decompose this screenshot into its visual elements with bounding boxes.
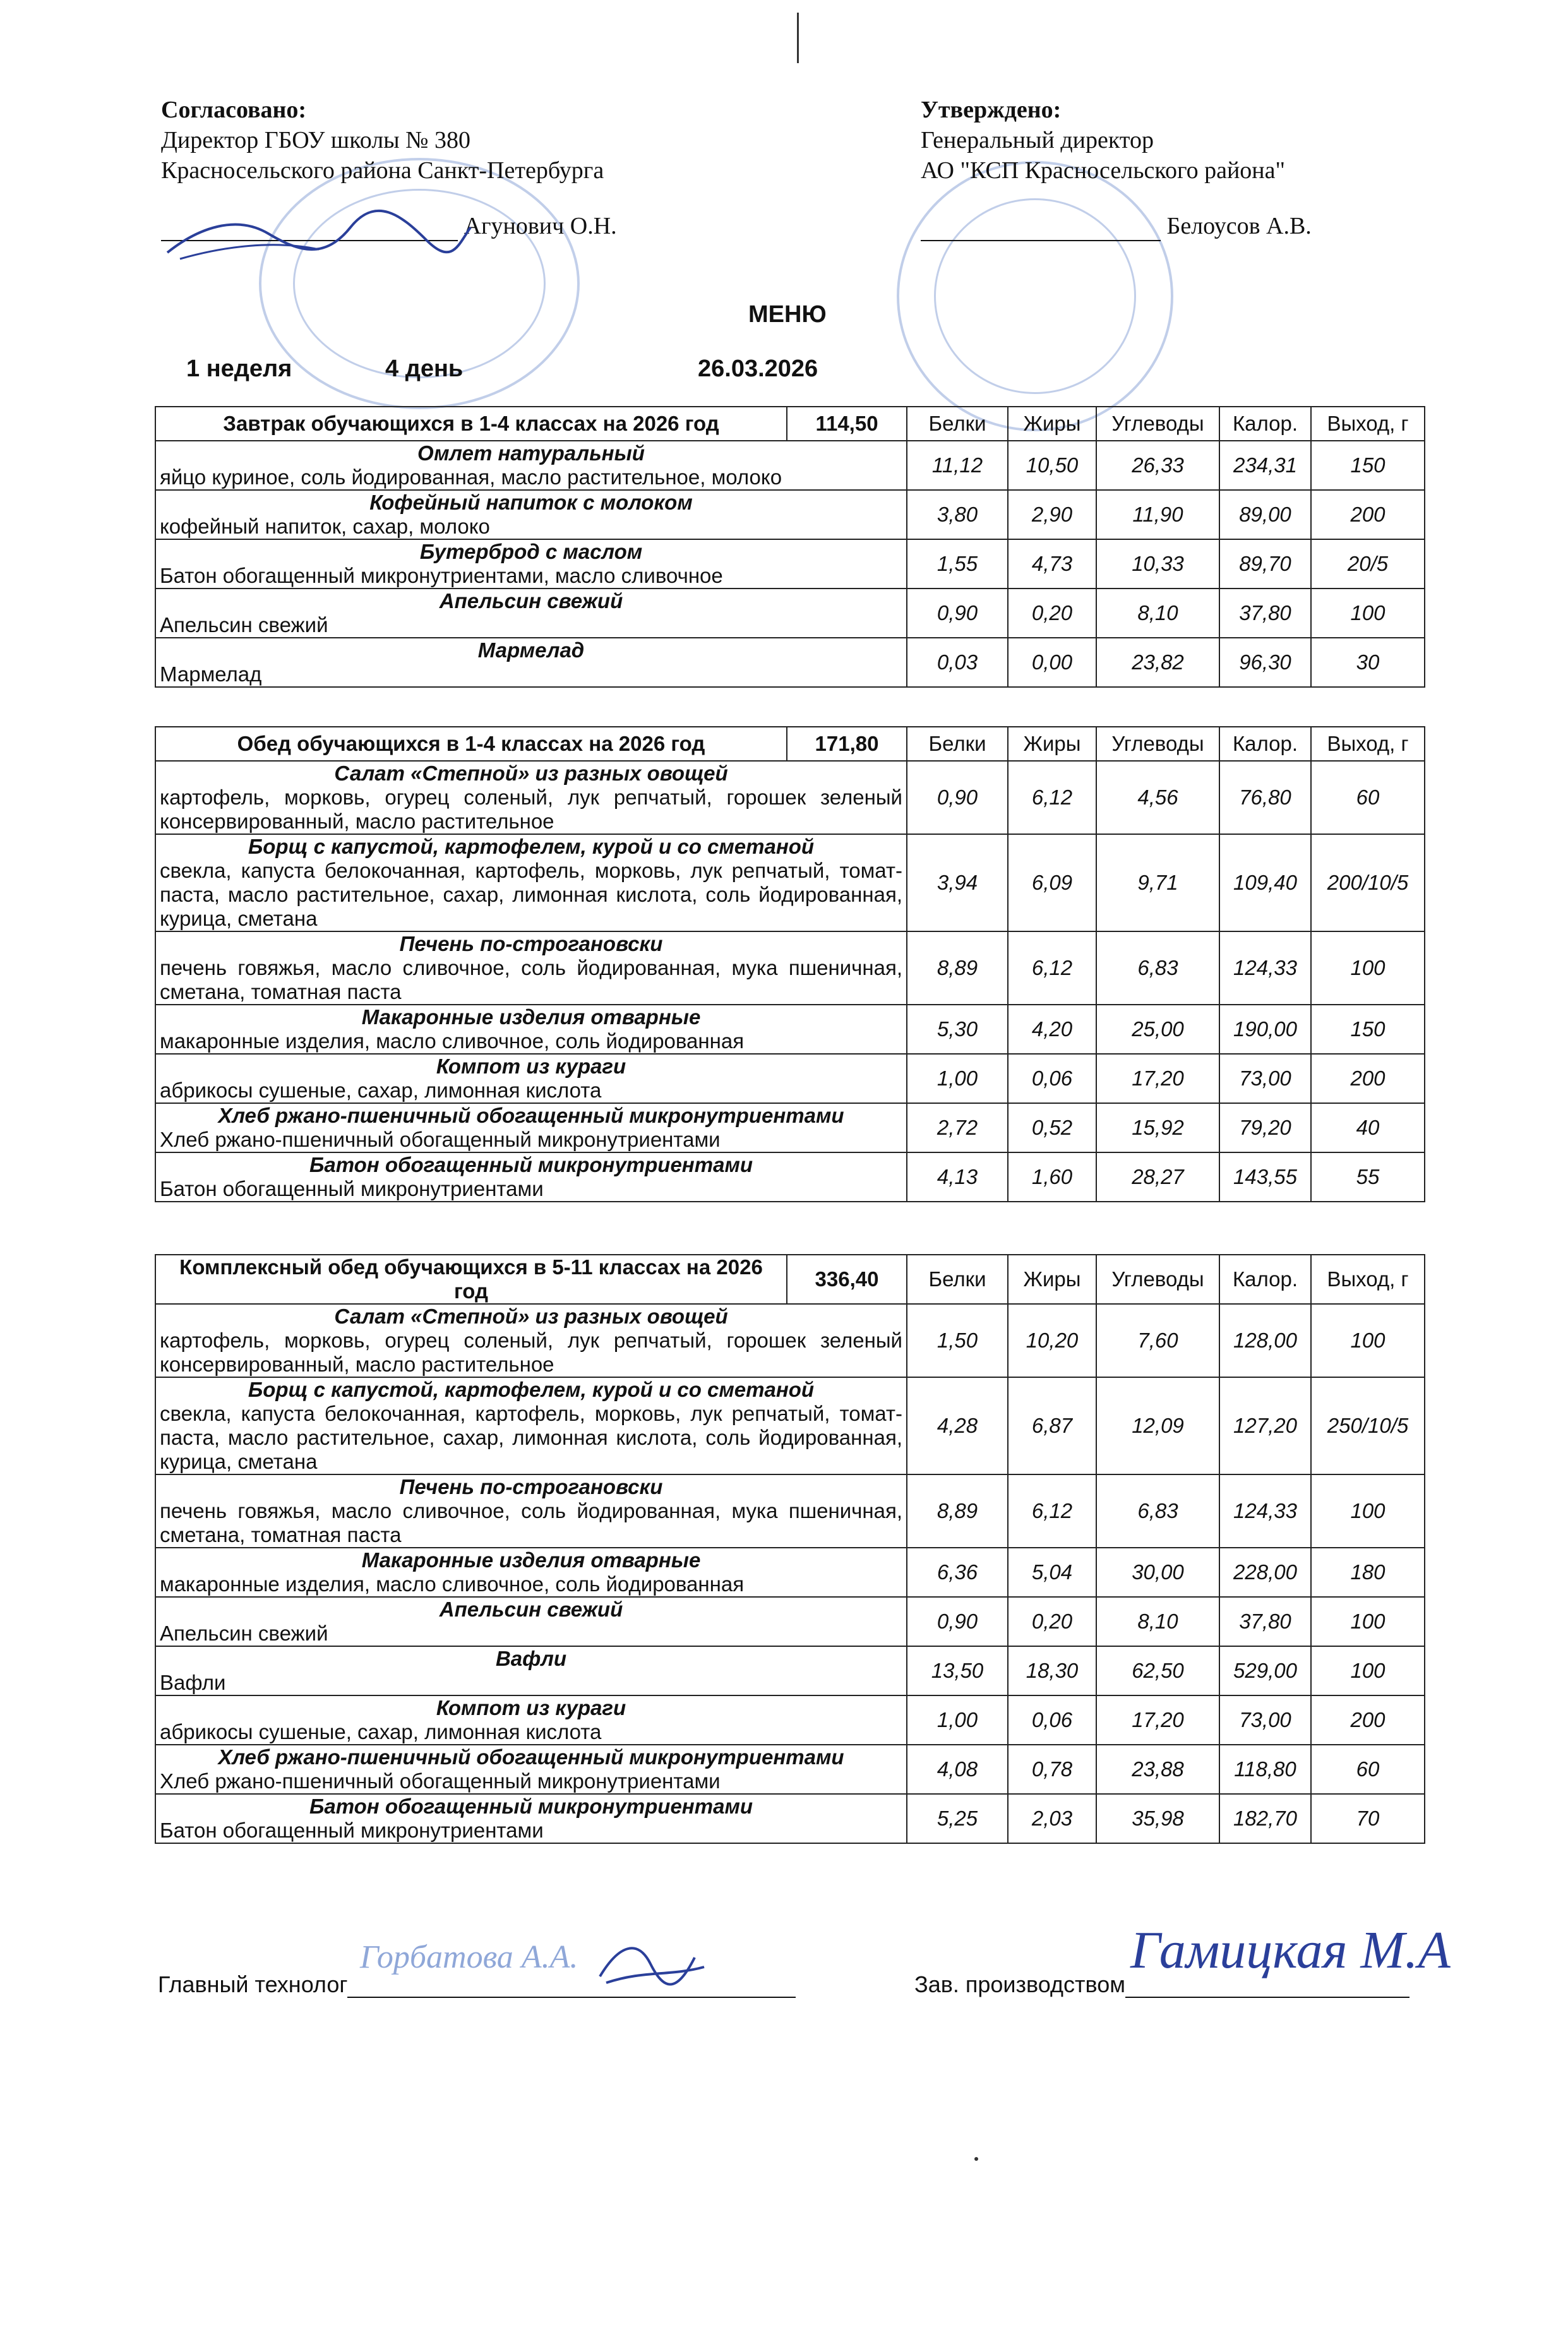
ink-dot xyxy=(974,2157,978,2161)
nutrition-value: 5,25 xyxy=(907,1794,1008,1843)
dish-ingredients: яйцо куриное, соль йодированная, масло растительное, молоко xyxy=(160,465,782,489)
dish-ingredients: абрикосы сушеные, сахар, лимонная кислота xyxy=(160,1079,602,1102)
nutrition-value: 55 xyxy=(1311,1152,1425,1202)
dish-row xyxy=(155,1103,1425,1152)
nutrition-value: 6,83 xyxy=(1096,1474,1219,1548)
production-signature-text: Гамицкая М.А xyxy=(1130,1921,1451,1980)
nutrition-value: 8,89 xyxy=(907,931,1008,1005)
nutrition-value: 250/10/5 xyxy=(1311,1377,1425,1474)
nutrition-value: 17,20 xyxy=(1096,1695,1219,1745)
dish-cell xyxy=(155,638,907,687)
fold-line xyxy=(797,13,799,63)
approval-left-title: Согласовано: xyxy=(161,97,307,123)
nutrition-value: 1,60 xyxy=(1008,1152,1096,1202)
dish-name: Борщ с капустой, картофелем, курой и со сметаной xyxy=(248,1378,815,1401)
dish-name: Апельсин свежий xyxy=(439,1598,623,1621)
nutrition-value: 1,00 xyxy=(907,1695,1008,1745)
nutrition-value: 1,55 xyxy=(907,539,1008,589)
dish-ingredients: картофель, морковь, огурец соленый, лук репчатый, горошек зеленый консервированный, масло растительное xyxy=(160,1329,902,1376)
approval-left-line1: Директор ГБОУ школы № 380 xyxy=(161,127,470,153)
dish-name: Батон обогащенный микронутриентами xyxy=(309,1153,753,1176)
dish-name: Вафли xyxy=(495,1647,567,1670)
nutrition-value: 182,70 xyxy=(1219,1794,1311,1843)
production-label: Зав. производством xyxy=(914,1971,1125,1997)
nutrition-value: 0,03 xyxy=(907,638,1008,687)
dish-cell xyxy=(155,589,907,638)
nutrition-value: 190,00 xyxy=(1219,1005,1311,1054)
approval-right-name: Белоусов А.В. xyxy=(1166,213,1312,239)
nutrition-value: 26,33 xyxy=(1096,441,1219,490)
approval-right-title: Утверждено: xyxy=(921,97,1062,123)
dish-name: Печень по-строгановски xyxy=(399,1475,663,1498)
approval-right xyxy=(921,95,1426,241)
dish-row xyxy=(155,931,1425,1005)
nutrition-value: 127,20 xyxy=(1219,1377,1311,1474)
nutrition-value: 8,10 xyxy=(1096,1597,1219,1646)
nutrition-value: 28,27 xyxy=(1096,1152,1219,1202)
nutrition-value: 128,00 xyxy=(1219,1304,1311,1377)
dish-name: Компот из кураги xyxy=(436,1696,626,1719)
dish-row xyxy=(155,1474,1425,1548)
nutrition-value: 7,60 xyxy=(1096,1304,1219,1377)
nutrition-value: 228,00 xyxy=(1219,1548,1311,1597)
dish-cell xyxy=(155,1474,907,1548)
column-header: Углеводы xyxy=(1096,727,1219,761)
dish-cell xyxy=(155,1054,907,1103)
approval-right-line2: АО "КСП Красносельского района" xyxy=(921,157,1285,184)
dish-ingredients: свекла, капуста белокочанная, картофель, морковь, лук репчатый, томат-паста, масло растительное, сахар, лимонная кислота, соль йодированная, курица, сметана xyxy=(160,1402,902,1473)
dish-row xyxy=(155,1005,1425,1054)
dish-row xyxy=(155,1377,1425,1474)
technologist-label: Главный технолог xyxy=(158,1971,348,1997)
table-total-price: 171,80 xyxy=(787,727,907,761)
dish-name: Кофейный напиток с молоком xyxy=(369,491,693,514)
dish-row xyxy=(155,1597,1425,1646)
dish-cell xyxy=(155,1597,907,1646)
nutrition-value: 4,28 xyxy=(907,1377,1008,1474)
dish-cell xyxy=(155,441,907,490)
dish-cell xyxy=(155,1152,907,1202)
column-header: Выход, г xyxy=(1311,727,1425,761)
column-header: Калор. xyxy=(1219,727,1311,761)
nutrition-value: 529,00 xyxy=(1219,1646,1311,1695)
dish-name: Салат «Степной» из разных овощей xyxy=(334,762,728,785)
dish-row xyxy=(155,1548,1425,1597)
dish-cell xyxy=(155,1695,907,1745)
nutrition-value: 11,90 xyxy=(1096,490,1219,539)
nutrition-value: 10,50 xyxy=(1008,441,1096,490)
nutrition-value: 100 xyxy=(1311,1646,1425,1695)
nutrition-value: 23,82 xyxy=(1096,638,1219,687)
nutrition-value: 6,83 xyxy=(1096,931,1219,1005)
signature-line-right xyxy=(921,240,1161,241)
dish-cell xyxy=(155,1377,907,1474)
nutrition-value: 73,00 xyxy=(1219,1695,1311,1745)
nutrition-value: 1,00 xyxy=(907,1054,1008,1103)
dish-row xyxy=(155,1646,1425,1695)
nutrition-value: 4,56 xyxy=(1096,761,1219,834)
dish-row xyxy=(155,1695,1425,1745)
dish-cell xyxy=(155,834,907,931)
dish-name: Макаронные изделия отварные xyxy=(361,1005,701,1029)
nutrition-value: 3,94 xyxy=(907,834,1008,931)
dish-cell xyxy=(155,1794,907,1843)
nutrition-value: 234,31 xyxy=(1219,441,1311,490)
column-header: Калор. xyxy=(1219,1255,1311,1304)
nutrition-value: 200 xyxy=(1311,1695,1425,1745)
nutrition-value: 200 xyxy=(1311,490,1425,539)
dish-cell xyxy=(155,931,907,1005)
approval-left-name: Агунович О.Н. xyxy=(464,213,617,239)
approval-right-line1: Генеральный директор xyxy=(921,127,1154,153)
dish-row xyxy=(155,1745,1425,1794)
nutrition-value: 2,72 xyxy=(907,1103,1008,1152)
nutrition-value: 8,10 xyxy=(1096,589,1219,638)
dish-ingredients: Батон обогащенный микронутриентами, масло сливочное xyxy=(160,564,723,587)
nutrition-value: 150 xyxy=(1311,1005,1425,1054)
dish-ingredients: Батон обогащенный микронутриентами xyxy=(160,1819,544,1842)
nutrition-value: 0,00 xyxy=(1008,638,1096,687)
nutrition-value: 100 xyxy=(1311,589,1425,638)
approval-left-line2: Красносельского района Санкт-Петербурга xyxy=(161,157,604,184)
menu-title: МЕНЮ xyxy=(748,301,827,328)
dish-ingredients: кофейный напиток, сахар, молоко xyxy=(160,515,490,538)
nutrition-value: 100 xyxy=(1311,1474,1425,1548)
nutrition-value: 35,98 xyxy=(1096,1794,1219,1843)
nutrition-value: 100 xyxy=(1311,1597,1425,1646)
nutrition-value: 2,90 xyxy=(1008,490,1096,539)
dish-ingredients: Хлеб ржано-пшеничный обогащенный микронутриентами xyxy=(160,1128,721,1151)
dish-name: Хлеб ржано-пшеничный обогащенный микронутриентами xyxy=(218,1745,844,1769)
nutrition-value: 100 xyxy=(1311,931,1425,1005)
dish-cell xyxy=(155,490,907,539)
nutrition-value: 6,12 xyxy=(1008,761,1096,834)
menu-table-lunch-5-11 xyxy=(155,1254,1425,1844)
nutrition-value: 10,20 xyxy=(1008,1304,1096,1377)
nutrition-value: 1,50 xyxy=(907,1304,1008,1377)
nutrition-value: 96,30 xyxy=(1219,638,1311,687)
column-header: Жиры xyxy=(1008,727,1096,761)
menu-date: 26.03.2026 xyxy=(698,356,818,382)
nutrition-value: 0,20 xyxy=(1008,1597,1096,1646)
nutrition-value: 37,80 xyxy=(1219,1597,1311,1646)
dish-row xyxy=(155,1054,1425,1103)
nutrition-value: 143,55 xyxy=(1219,1152,1311,1202)
nutrition-value: 0,06 xyxy=(1008,1054,1096,1103)
table-header-row xyxy=(155,1255,1425,1304)
nutrition-value: 4,13 xyxy=(907,1152,1008,1202)
table-title: Комплексный обед обучающихся в 5-11 классах на 2026 год xyxy=(155,1255,787,1304)
dish-name: Мармелад xyxy=(477,638,585,662)
column-header: Белки xyxy=(907,1255,1008,1304)
nutrition-value: 6,87 xyxy=(1008,1377,1096,1474)
nutrition-value: 118,80 xyxy=(1219,1745,1311,1794)
nutrition-value: 60 xyxy=(1311,1745,1425,1794)
column-header: Выход, г xyxy=(1311,407,1425,441)
dish-row xyxy=(155,490,1425,539)
nutrition-value: 0,90 xyxy=(907,589,1008,638)
technologist-signature-text: Горбатова А.А. xyxy=(360,1939,578,1975)
table-header-row xyxy=(155,727,1425,761)
dish-row xyxy=(155,1304,1425,1377)
nutrition-value: 200 xyxy=(1311,1054,1425,1103)
nutrition-value: 0,06 xyxy=(1008,1695,1096,1745)
dish-name: Хлеб ржано-пшеничный обогащенный микронутриентами xyxy=(218,1104,844,1127)
nutrition-value: 0,52 xyxy=(1008,1103,1096,1152)
nutrition-value: 180 xyxy=(1311,1548,1425,1597)
nutrition-value: 6,12 xyxy=(1008,1474,1096,1548)
column-header: Калор. xyxy=(1219,407,1311,441)
dish-name: Батон обогащенный микронутриентами xyxy=(309,1795,753,1818)
nutrition-value: 0,20 xyxy=(1008,589,1096,638)
dish-row xyxy=(155,1794,1425,1843)
nutrition-value: 4,08 xyxy=(907,1745,1008,1794)
dish-row xyxy=(155,638,1425,687)
nutrition-value: 13,50 xyxy=(907,1646,1008,1695)
nutrition-value: 0,78 xyxy=(1008,1745,1096,1794)
dish-cell xyxy=(155,1304,907,1377)
dish-ingredients: Вафли xyxy=(160,1671,226,1694)
column-header: Выход, г xyxy=(1311,1255,1425,1304)
nutrition-value: 30 xyxy=(1311,638,1425,687)
dish-row xyxy=(155,761,1425,834)
dish-cell xyxy=(155,1103,907,1152)
nutrition-value: 70 xyxy=(1311,1794,1425,1843)
table-title: Обед обучающихся в 1-4 классах на 2026 год xyxy=(155,727,787,761)
nutrition-value: 15,92 xyxy=(1096,1103,1219,1152)
dish-ingredients: Апельсин свежий xyxy=(160,613,328,637)
nutrition-value: 2,03 xyxy=(1008,1794,1096,1843)
nutrition-value: 200/10/5 xyxy=(1311,834,1425,931)
nutrition-value: 23,88 xyxy=(1096,1745,1219,1794)
dish-name: Компот из кураги xyxy=(436,1055,626,1078)
nutrition-value: 109,40 xyxy=(1219,834,1311,931)
menu-table-lunch-1-4 xyxy=(155,726,1425,1202)
day-label: 4 день xyxy=(385,356,464,382)
nutrition-value: 62,50 xyxy=(1096,1646,1219,1695)
week-label: 1 неделя xyxy=(186,356,292,382)
nutrition-value: 0,90 xyxy=(907,1597,1008,1646)
table-total-price: 336,40 xyxy=(787,1255,907,1304)
dish-ingredients: макаронные изделия, масло сливочное, соль йодированная xyxy=(160,1572,745,1596)
dish-ingredients: Хлеб ржано-пшеничный обогащенный микронутриентами xyxy=(160,1769,721,1793)
table-total-price: 114,50 xyxy=(787,407,907,441)
production-signature xyxy=(1130,1920,1451,1981)
nutrition-value: 100 xyxy=(1311,1304,1425,1377)
dish-name: Бутерброд с маслом xyxy=(419,540,643,563)
nutrition-value: 6,12 xyxy=(1008,931,1096,1005)
nutrition-value: 5,04 xyxy=(1008,1548,1096,1597)
technologist-scribble xyxy=(594,1932,707,2002)
dish-cell xyxy=(155,1646,907,1695)
nutrition-value: 20/5 xyxy=(1311,539,1425,589)
dish-cell xyxy=(155,1745,907,1794)
technologist-signature xyxy=(360,1939,578,1976)
nutrition-value: 5,30 xyxy=(907,1005,1008,1054)
dish-cell xyxy=(155,1548,907,1597)
dish-name: Салат «Степной» из разных овощей xyxy=(334,1305,728,1328)
nutrition-value: 11,12 xyxy=(907,441,1008,490)
director-signature xyxy=(161,202,477,272)
nutrition-value: 124,33 xyxy=(1219,931,1311,1005)
nutrition-value: 40 xyxy=(1311,1103,1425,1152)
dish-cell xyxy=(155,1005,907,1054)
dish-ingredients: макаронные изделия, масло сливочное, соль йодированная xyxy=(160,1029,745,1053)
dish-ingredients: печень говяжья, масло сливочное, соль йодированная, мука пшеничная, сметана, томатная паста xyxy=(160,956,902,1003)
column-header: Жиры xyxy=(1008,407,1096,441)
dish-ingredients: Мармелад xyxy=(160,662,262,686)
nutrition-value: 9,71 xyxy=(1096,834,1219,931)
dish-name: Макаронные изделия отварные xyxy=(361,1548,701,1572)
dish-cell xyxy=(155,539,907,589)
nutrition-value: 4,20 xyxy=(1008,1005,1096,1054)
dish-ingredients: свекла, капуста белокочанная, картофель, морковь, лук репчатый, томат-паста, масло растительное, сахар, лимонная кислота, соль йодированная, курица, сметана xyxy=(160,859,902,930)
column-header: Белки xyxy=(907,727,1008,761)
dish-ingredients: Апельсин свежий xyxy=(160,1622,328,1645)
nutrition-value: 4,73 xyxy=(1008,539,1096,589)
column-header: Белки xyxy=(907,407,1008,441)
nutrition-value: 6,09 xyxy=(1008,834,1096,931)
dish-row xyxy=(155,834,1425,931)
nutrition-value: 3,80 xyxy=(907,490,1008,539)
dish-row xyxy=(155,589,1425,638)
column-header: Жиры xyxy=(1008,1255,1096,1304)
dish-name: Омлет натуральный xyxy=(417,441,645,465)
dish-ingredients: абрикосы сушеные, сахар, лимонная кислота xyxy=(160,1720,602,1743)
dish-ingredients: Батон обогащенный микронутриентами xyxy=(160,1177,544,1200)
table-header-row xyxy=(155,407,1425,441)
dish-name: Апельсин свежий xyxy=(439,589,623,613)
dish-ingredients: печень говяжья, масло сливочное, соль йодированная, мука пшеничная, сметана, томатная паста xyxy=(160,1499,902,1546)
nutrition-value: 8,89 xyxy=(907,1474,1008,1548)
nutrition-value: 6,36 xyxy=(907,1548,1008,1597)
dish-name: Борщ с капустой, картофелем, курой и со сметаной xyxy=(248,835,815,858)
nutrition-value: 18,30 xyxy=(1008,1646,1096,1695)
nutrition-value: 124,33 xyxy=(1219,1474,1311,1548)
column-header: Углеводы xyxy=(1096,407,1219,441)
nutrition-value: 73,00 xyxy=(1219,1054,1311,1103)
nutrition-value: 60 xyxy=(1311,761,1425,834)
nutrition-value: 89,00 xyxy=(1219,490,1311,539)
nutrition-value: 12,09 xyxy=(1096,1377,1219,1474)
menu-table-breakfast xyxy=(155,406,1425,688)
nutrition-value: 89,70 xyxy=(1219,539,1311,589)
nutrition-value: 79,20 xyxy=(1219,1103,1311,1152)
dish-name: Печень по-строгановски xyxy=(399,932,663,955)
nutrition-value: 25,00 xyxy=(1096,1005,1219,1054)
nutrition-value: 10,33 xyxy=(1096,539,1219,589)
nutrition-value: 17,20 xyxy=(1096,1054,1219,1103)
dish-row xyxy=(155,1152,1425,1202)
dish-ingredients: картофель, морковь, огурец соленый, лук репчатый, горошек зеленый консервированный, масло растительное xyxy=(160,786,902,833)
column-header: Углеводы xyxy=(1096,1255,1219,1304)
nutrition-value: 37,80 xyxy=(1219,589,1311,638)
nutrition-value: 76,80 xyxy=(1219,761,1311,834)
nutrition-value: 30,00 xyxy=(1096,1548,1219,1597)
dish-row xyxy=(155,441,1425,490)
nutrition-value: 150 xyxy=(1311,441,1425,490)
nutrition-value: 0,90 xyxy=(907,761,1008,834)
table-title: Завтрак обучающихся в 1-4 классах на 2026 год xyxy=(155,407,787,441)
dish-row xyxy=(155,539,1425,589)
dish-cell xyxy=(155,761,907,834)
